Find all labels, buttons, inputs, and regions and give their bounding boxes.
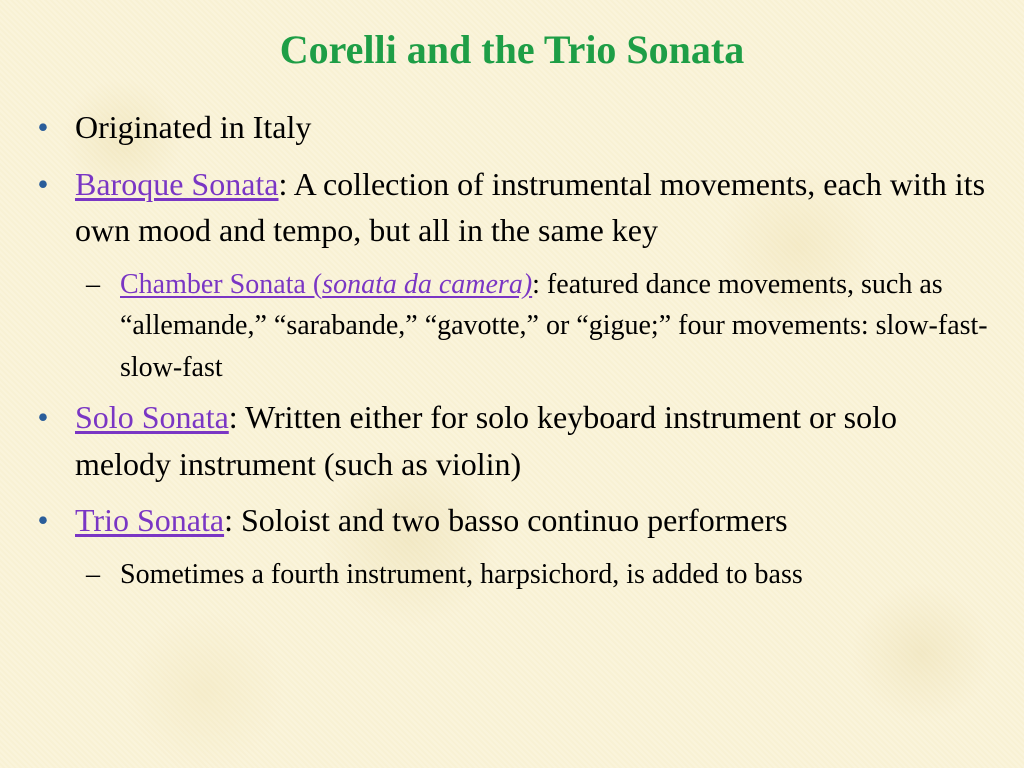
chamber-sonata-link[interactable] (120, 269, 532, 300)
chamber-sonata-term: Chamber Sonata ( (120, 268, 323, 300)
bullet-text: : A collection of instrumental movements, each with its own mood and tempo, but all in the same key (75, 165, 986, 248)
bullet-list (28, 104, 998, 601)
bullet-solo-sonata (28, 394, 998, 487)
bullet-trio-sonata (28, 497, 998, 544)
baroque-sonata-link[interactable]: Baroque Sonata (75, 165, 279, 202)
bullet-marker: • (37, 399, 49, 435)
slide-title: Corelli and the Trio Sonata (279, 27, 745, 72)
sub-bullet-text: : featured dance movements, such as “allemande,” “sarabande,” “gavotte,” or “gigue;” four movements: slow-fast-slow-fast (120, 268, 988, 383)
trio-sonata-link[interactable]: Trio Sonata (75, 502, 225, 538)
sub-bullet-text: Sometimes a fourth instrument, harpsichord, is added to bass (120, 558, 803, 590)
bullet-baroque-sonata (28, 161, 998, 254)
bullet-text: : Soloist and two basso continuo performers (224, 502, 788, 538)
bullet-text: : Written either for solo keyboard instrument or solo melody instrument (such as violin) (75, 399, 897, 482)
sub-bullet-harpsichord (75, 554, 998, 596)
bullet-originated (28, 104, 998, 151)
solo-sonata-link[interactable]: Solo Sonata (75, 399, 229, 435)
bullet-text: Originated in Italy (75, 109, 312, 145)
bullet-marker: • (37, 109, 49, 145)
sub-bullet-marker: – (86, 268, 100, 300)
sub-bullet-chamber-sonata (75, 264, 998, 389)
bullet-marker: • (37, 165, 49, 202)
sub-bullet-marker: – (86, 558, 100, 590)
bullet-marker: • (37, 502, 49, 538)
sonata-da-camera-term: sonata da camera) (322, 268, 533, 300)
